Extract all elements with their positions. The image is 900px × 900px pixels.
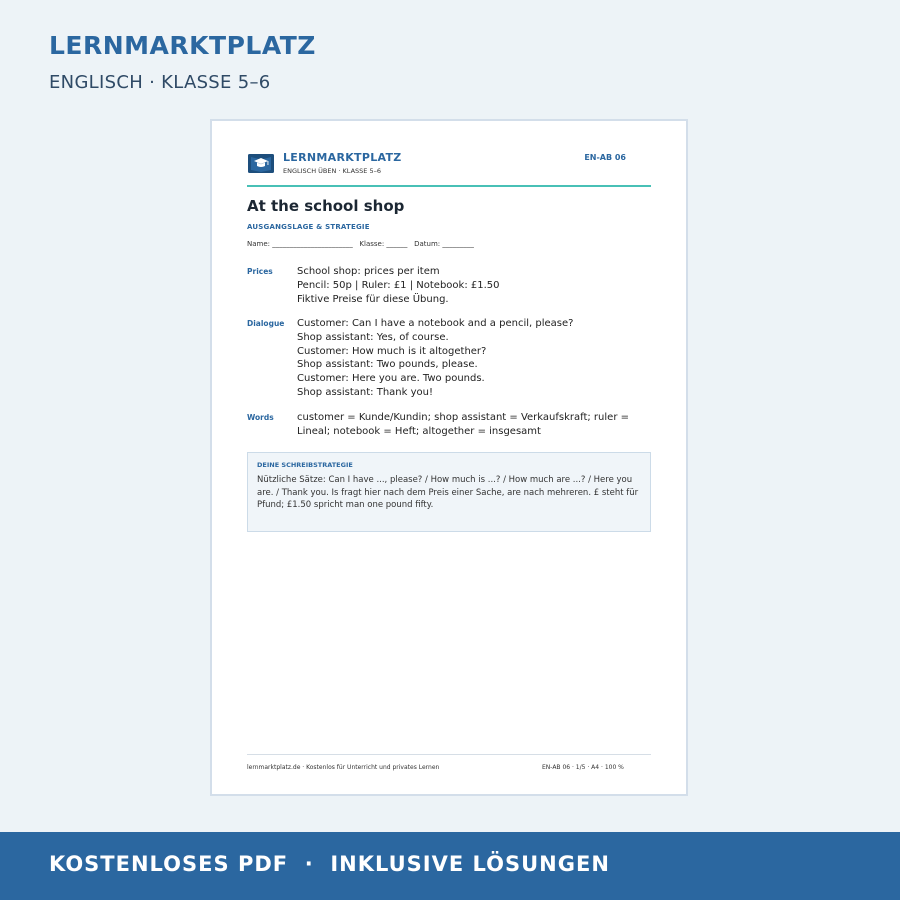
prices-text	[297, 265, 667, 306]
worksheet-preview[interactable]	[210, 119, 688, 796]
dialogue-line: Customer: Here you are. Two pounds.	[297, 373, 485, 385]
prices-line: Fiktive Preise für diese Übung.	[297, 293, 449, 305]
dialogue-line: Shop assistant: Yes, of course.	[297, 331, 449, 343]
dialogue-line: Shop assistant: Thank you!	[297, 386, 433, 398]
strategy-title: DEINE SCHREIBSTRATEGIE	[257, 461, 353, 469]
brand-title: LERNMARKTPLATZ	[49, 31, 316, 60]
footer-website: lernmarktplatz.de · Kostenlos für Unterricht und privates Lernen	[247, 764, 440, 771]
section-label: AUSGANGSLAGE & STRATEGIE	[247, 223, 370, 231]
prices-label: Prices	[247, 267, 273, 276]
words-text: customer = Kunde/Kundin; shop assistant = Verkaufskraft; ruler = Lineal; notebook = Heft; altogether = insgesamt	[297, 412, 629, 437]
dialogue-line: Customer: How much is it altogether?	[297, 345, 487, 357]
document-code: EN-AB 06	[584, 153, 626, 162]
strategy-text: Nützliche Sätze: Can I have ..., please? / How much is ...? / How much are ...? / Here you are. / Thank you. Is fragt hier nach dem Preis einer Sache, are nach mehreren. £ steht für Pfund; £1.50 spricht man one pound fifty.	[257, 475, 639, 510]
bottom-banner	[0, 832, 900, 900]
book-graduation-cap-icon	[248, 152, 274, 173]
worksheet-content	[247, 121, 651, 794]
strategy-box	[247, 452, 651, 532]
dialogue-text	[297, 317, 667, 400]
dialogue-label: Dialogue	[247, 319, 285, 328]
banner-text: KOSTENLOSES PDF · INKLUSIVE LÖSUNGEN	[49, 852, 610, 876]
worksheet-title: At the school shop	[247, 197, 405, 215]
logo-name: LERNMARKTPLATZ	[283, 151, 402, 164]
brand-subtitle: ENGLISCH · KLASSE 5–6	[49, 72, 271, 93]
name-class-date-fields: Name: _______________________ Klasse: ______ Datum: _________	[247, 240, 474, 248]
prices-line: Pencil: 50p | Ruler: £1 | Notebook: £1.50	[297, 279, 500, 291]
dialogue-line: Shop assistant: Two pounds, please.	[297, 359, 478, 371]
words-label: Words	[247, 413, 274, 422]
footer-divider	[247, 754, 651, 755]
dialogue-line: Customer: Can I have a notebook and a pencil, please?	[297, 318, 574, 329]
header-divider	[247, 185, 651, 187]
prices-line: School shop: prices per item	[297, 266, 440, 277]
footer-page-info: EN-AB 06 · 1/5 · A4 · 100 %	[542, 764, 624, 771]
logo-subtitle: ENGLISCH ÜBEN · KLASSE 5–6	[283, 167, 381, 175]
